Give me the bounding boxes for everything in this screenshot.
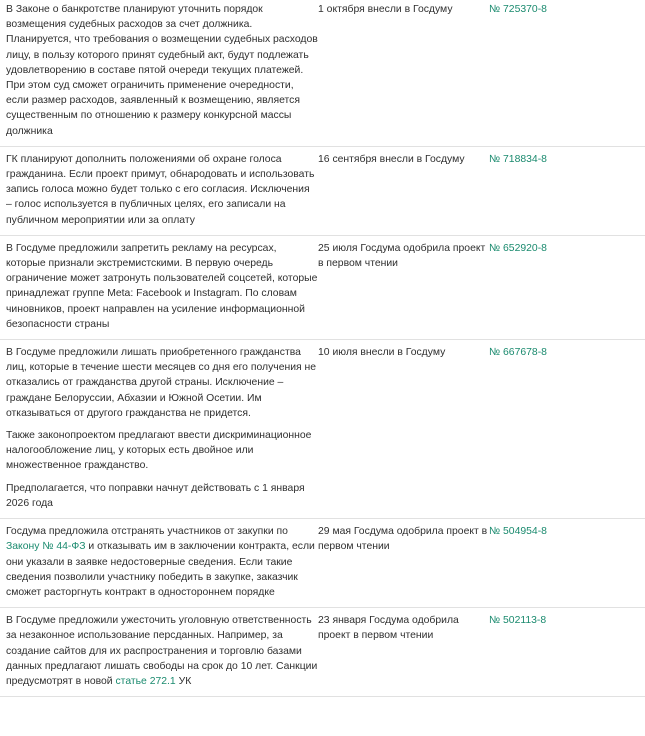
bill-number-link[interactable]: № 718834-8	[489, 153, 547, 165]
description-cell	[0, 2, 318, 139]
table-row	[0, 608, 645, 697]
status-cell: 1 октября внесли в Госдуму	[318, 4, 453, 15]
description-cell	[0, 345, 318, 511]
status-cell: 25 июля Госдума одобрила проект в первом чтении	[318, 242, 486, 270]
bill-number-link[interactable]: № 652920-8	[489, 242, 547, 254]
bill-number-link[interactable]: № 504954-8	[489, 526, 547, 538]
bill-number-link[interactable]: № 667678-8	[489, 347, 547, 359]
description-text: В Законе о банкротстве планируют уточнить порядок возмещения судебных расходов за счет должника. Планируется, что требования о возмещении судебных расходов лицу, в пользу которого принят судебный акт, будут подлежать удовлетворению в составе пятой очереди текущих платежей. При этом суд сможет ограничить применение очередности, если размер расходов, заявленный к возмещению, является существенным по отношению к размеру конкурсной массы должника	[6, 4, 318, 137]
description-text: ГК планируют дополнить положениями об охране голоса гражданина. Если проект примут, обнародовать и использовать запись голоса можно будет только с его согласия. Исключения – голос используется в публичных целях, его записали на публичном мероприятии или за оплату	[6, 153, 315, 226]
description-text: В Госдуме предложили запретить рекламу на ресурсах, которые признали экстремистскими. В первую очередь ограничение может затронуть пользователей соцсетей, которые принадлежат группе Meta: Facebook и Instagram. По словам чиновников, проект направлен на усиление информационной безопасности страны	[6, 242, 318, 330]
bill-number-link[interactable]: № 725370-8	[489, 4, 547, 15]
status-cell: 16 сентября внесли в Госдуму	[318, 153, 465, 165]
table-row	[0, 519, 645, 608]
table-row	[0, 0, 645, 147]
bill-number-link[interactable]: № 502113-8	[489, 615, 547, 627]
status-cell: 23 января Госдума одобрила проект в первом чтении	[318, 615, 459, 642]
law-44-fz-link[interactable]: Закону № 44-ФЗ	[6, 541, 86, 553]
table-row	[0, 236, 645, 340]
description-text: Также законопроектом предлагают ввести дискриминационное налогообложение лиц, у которых есть двойное или множественное гражданство.	[6, 430, 312, 472]
status-cell: 10 июля внесли в Госдуму	[318, 347, 446, 359]
table-row	[0, 147, 645, 236]
article-272-1-link[interactable]: статье 272.1	[115, 675, 176, 687]
description-text: В Госдуме предложили лишать приобретенного гражданства лиц, которые в течение шести месяцев со дня его получения не отказались от гражданства другой страны. Исключение – граждане Белоруссии, Абхазии и Южной Осетии. Им отказываться от другого гражданства не придется.	[6, 347, 317, 419]
description-text: Предполагается, что поправки начнут действовать с 1 января 2026 года	[6, 482, 305, 509]
description-cell	[0, 241, 318, 332]
description-cell	[0, 524, 318, 600]
table-row	[0, 340, 645, 519]
description-text: В Госдуме предложили ужесточить уголовную ответственность за незаконное использование персданных. Например, за создание сайтов для их распространения и торговлю базами данных предлагают лишать свободы на срок до 10 лет. Санкции предусмотрят в новой статье 272.1 УК	[6, 615, 318, 687]
description-text: Госдума предложила отстранять участников от закупки по Закону № 44-ФЗ и отказывать им в заключении контракта, если они указали в заявке недостоверные сведения. Если такие сведения позволили участнику победить в закупке, заказчик сможет расторгнуть контракт в одностороннем порядке	[6, 526, 315, 598]
status-cell: 29 мая Госдума одобрила проект в первом чтении	[318, 526, 488, 553]
description-cell	[0, 152, 318, 228]
description-cell	[0, 613, 318, 689]
